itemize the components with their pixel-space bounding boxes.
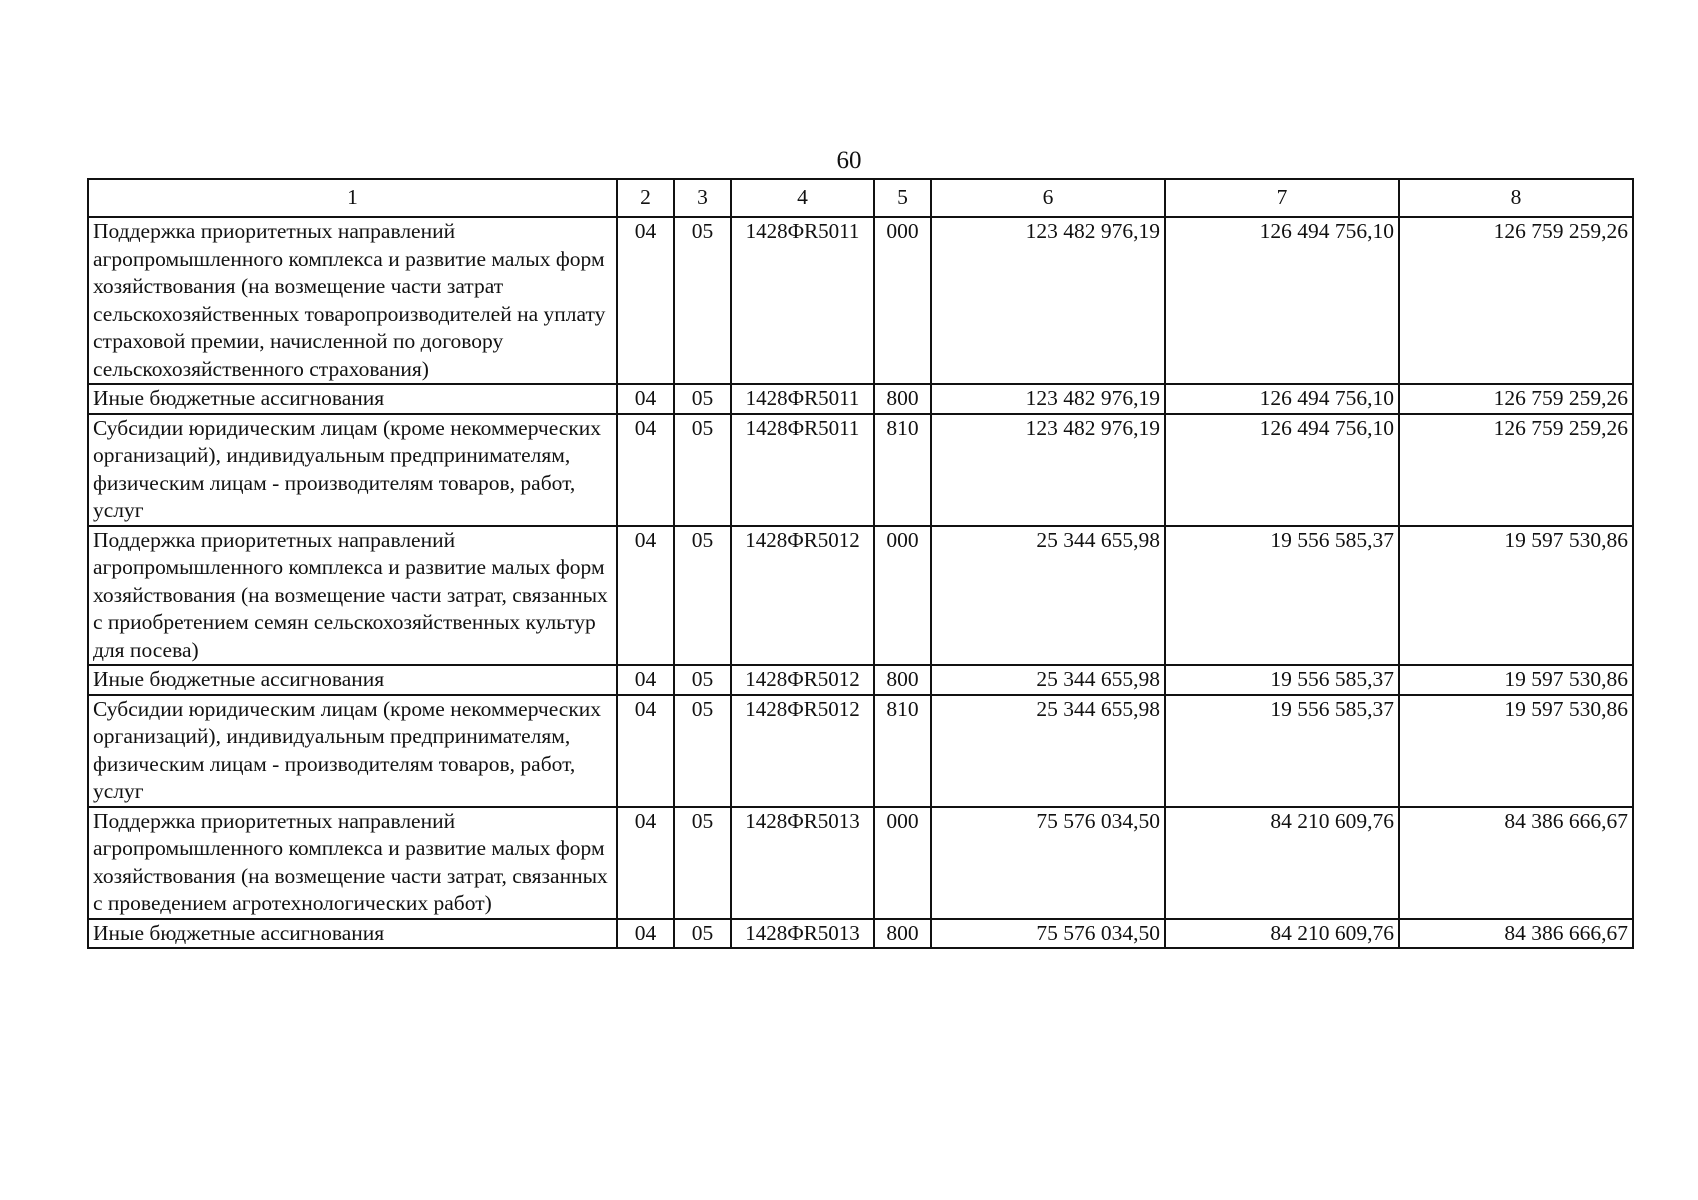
row-expense-type: 000 bbox=[874, 807, 931, 919]
page-number: 60 bbox=[836, 147, 862, 174]
table-row bbox=[88, 695, 1633, 807]
row-expense-type: 000 bbox=[874, 526, 931, 666]
row-subsection: 05 bbox=[674, 807, 731, 919]
row-subsection: 05 bbox=[674, 414, 731, 526]
row-amount-7: 126 494 756,10 bbox=[1165, 217, 1399, 384]
row-section: 04 bbox=[617, 384, 674, 414]
row-name: Поддержка приоритетных направлений агропромышленного комплекса и развитие малых форм хозяйствования (на возмещение части затрат сельскохозяйственных товаропроизводителей на уплату страховой премии, начисленной по договору сельскохозяйственного страхования) bbox=[88, 217, 617, 384]
row-expense-type: 810 bbox=[874, 695, 931, 807]
row-name: Иные бюджетные ассигнования bbox=[88, 665, 617, 695]
row-amount-6: 123 482 976,19 bbox=[931, 414, 1165, 526]
row-expense-type: 810 bbox=[874, 414, 931, 526]
row-section: 04 bbox=[617, 807, 674, 919]
header-col-5: 5 bbox=[874, 179, 931, 217]
row-amount-6: 75 576 034,50 bbox=[931, 919, 1165, 949]
table-row bbox=[88, 526, 1633, 666]
row-amount-7: 84 210 609,76 bbox=[1165, 807, 1399, 919]
row-amount-8: 19 597 530,86 bbox=[1399, 526, 1633, 666]
table-row bbox=[88, 384, 1633, 414]
header-col-2: 2 bbox=[617, 179, 674, 217]
row-name: Субсидии юридическим лицам (кроме некоммерческих организаций), индивидуальным предпринимателям, физическим лицам - производителям товаров, работ, услуг bbox=[88, 414, 617, 526]
table-row bbox=[88, 919, 1633, 949]
header-col-3: 3 bbox=[674, 179, 731, 217]
row-amount-6: 25 344 655,98 bbox=[931, 665, 1165, 695]
row-subsection: 05 bbox=[674, 695, 731, 807]
row-expense-type: 800 bbox=[874, 384, 931, 414]
row-subsection: 05 bbox=[674, 526, 731, 666]
row-expense-type: 800 bbox=[874, 919, 931, 949]
row-target-article: 1428ФR5011 bbox=[731, 384, 874, 414]
header-col-1: 1 bbox=[88, 179, 617, 217]
row-expense-type: 000 bbox=[874, 217, 931, 384]
row-name: Поддержка приоритетных направлений агропромышленного комплекса и развитие малых форм хозяйствования (на возмещение части затрат, связанных с приобретением семян сельскохозяйственных культур для посева) bbox=[88, 526, 617, 666]
row-amount-8: 126 759 259,26 bbox=[1399, 384, 1633, 414]
table-row bbox=[88, 414, 1633, 526]
row-target-article: 1428ФR5012 bbox=[731, 665, 874, 695]
row-amount-6: 25 344 655,98 bbox=[931, 526, 1165, 666]
row-section: 04 bbox=[617, 217, 674, 384]
header-row bbox=[88, 179, 1633, 217]
row-amount-6: 123 482 976,19 bbox=[931, 384, 1165, 414]
row-target-article: 1428ФR5013 bbox=[731, 919, 874, 949]
row-amount-7: 19 556 585,37 bbox=[1165, 526, 1399, 666]
table-row bbox=[88, 807, 1633, 919]
row-amount-8: 126 759 259,26 bbox=[1399, 217, 1633, 384]
row-amount-7: 126 494 756,10 bbox=[1165, 414, 1399, 526]
row-amount-8: 19 597 530,86 bbox=[1399, 695, 1633, 807]
row-name: Иные бюджетные ассигнования bbox=[88, 384, 617, 414]
row-section: 04 bbox=[617, 695, 674, 807]
row-section: 04 bbox=[617, 526, 674, 666]
row-subsection: 05 bbox=[674, 919, 731, 949]
row-section: 04 bbox=[617, 414, 674, 526]
row-target-article: 1428ФR5012 bbox=[731, 695, 874, 807]
table-row bbox=[88, 217, 1633, 384]
row-amount-6: 123 482 976,19 bbox=[931, 217, 1165, 384]
row-amount-8: 84 386 666,67 bbox=[1399, 807, 1633, 919]
row-amount-6: 75 576 034,50 bbox=[931, 807, 1165, 919]
row-section: 04 bbox=[617, 665, 674, 695]
row-target-article: 1428ФR5011 bbox=[731, 414, 874, 526]
budget-table bbox=[87, 178, 1634, 949]
header-col-6: 6 bbox=[931, 179, 1165, 217]
row-amount-8: 84 386 666,67 bbox=[1399, 919, 1633, 949]
row-amount-6: 25 344 655,98 bbox=[931, 695, 1165, 807]
header-col-4: 4 bbox=[731, 179, 874, 217]
row-target-article: 1428ФR5012 bbox=[731, 526, 874, 666]
header-col-7: 7 bbox=[1165, 179, 1399, 217]
row-expense-type: 800 bbox=[874, 665, 931, 695]
header-col-8: 8 bbox=[1399, 179, 1633, 217]
row-target-article: 1428ФR5011 bbox=[731, 217, 874, 384]
row-subsection: 05 bbox=[674, 217, 731, 384]
row-subsection: 05 bbox=[674, 384, 731, 414]
row-name: Иные бюджетные ассигнования bbox=[88, 919, 617, 949]
row-amount-7: 84 210 609,76 bbox=[1165, 919, 1399, 949]
row-name: Поддержка приоритетных направлений агропромышленного комплекса и развитие малых форм хозяйствования (на возмещение части затрат, связанных с проведением агротехнологических работ) bbox=[88, 807, 617, 919]
row-target-article: 1428ФR5013 bbox=[731, 807, 874, 919]
row-amount-7: 19 556 585,37 bbox=[1165, 665, 1399, 695]
row-amount-7: 126 494 756,10 bbox=[1165, 384, 1399, 414]
row-amount-8: 19 597 530,86 bbox=[1399, 665, 1633, 695]
row-amount-8: 126 759 259,26 bbox=[1399, 414, 1633, 526]
row-subsection: 05 bbox=[674, 665, 731, 695]
row-section: 04 bbox=[617, 919, 674, 949]
row-amount-7: 19 556 585,37 bbox=[1165, 695, 1399, 807]
table-row bbox=[88, 665, 1633, 695]
row-name: Субсидии юридическим лицам (кроме некоммерческих организаций), индивидуальным предпринимателям, физическим лицам - производителям товаров, работ, услуг bbox=[88, 695, 617, 807]
